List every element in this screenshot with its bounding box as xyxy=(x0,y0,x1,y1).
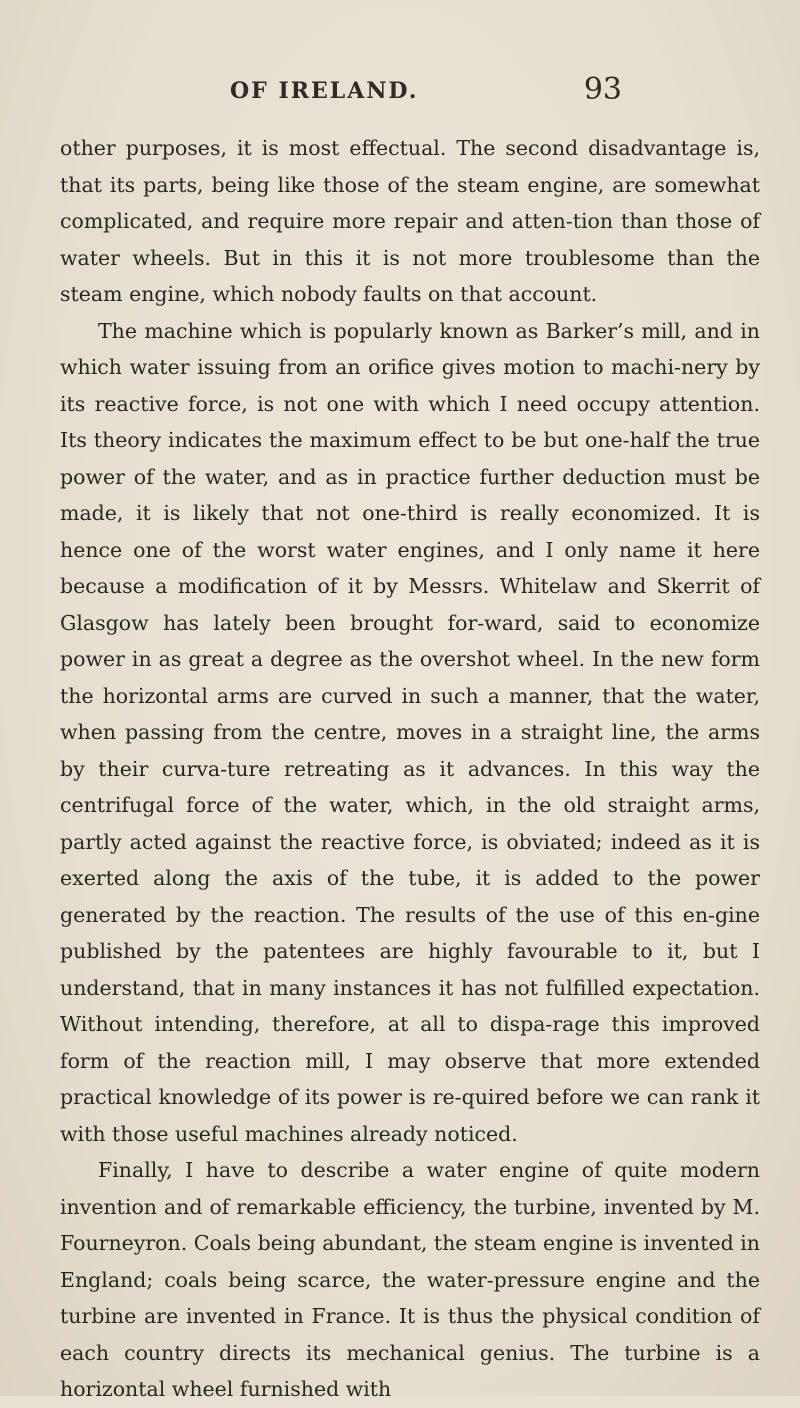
page-header xyxy=(230,72,630,118)
running-head: OF IRELAND. xyxy=(230,78,419,104)
page-number: 93 xyxy=(583,72,622,107)
body-text xyxy=(60,130,760,1408)
paragraph-barkers-mill: The machine which is popularly known as Barker’s mill, and in which water issuing from an orifice gives motion to machi-nery by its reactive force, is not one with which I need occupy attention. Its theory indicates the maximum effect to be but one-half the true power of the water, and as in practice further deduction must be made, it is likely that not one-third is really economized. It is hence one of the worst water engines, and I only name it here because a modification of it by Messrs. Whitelaw and Skerrit of Glasgow has lately been brought for-ward, said to economize power in as great a degree as the overshot wheel. In the new form the horizontal arms are curved in such a manner, that the water, when passing from the centre, moves in a straight line, the arms by their curva-ture retreating as it advances. In this way the centrifugal force of the water, which, in the old straight arms, partly acted against the reactive force, is obviated; indeed as it is exerted along the axis of the tube, it is added to the power generated by the reaction. The results of the use of this en-gine published by the patentees are highly favourable to it, but I understand, that in many instances it has not fulfilled expectation. Without intending, therefore, at all to dispa-rage this improved form of the reaction mill, I may observe that more extended practical knowledge of its power is re-quired before we can rank it with those useful machines already noticed. xyxy=(60,318,760,1146)
paragraph-turbine: Finally, I have to describe a water engine of quite modern invention and of remarkable efficiency, the turbine, invented by M. Fourneyron. Coals being abundant, the steam engine is invented in England; coals being scarce, the water-pressure engine and the turbine are invented in France. It is thus the physical condition of each country directs its mechanical genius. The turbine is a horizontal wheel furnished with xyxy=(60,1158,760,1401)
paragraph-continuation: other purposes, it is most effectual. The second disadvantage is, that its parts, being like those of the steam engine, are somewhat complicated, and require more repair and atten-tion than those of water wheels. But in this it is not more troublesome than the steam engine, which nobody faults on that account. xyxy=(60,136,760,306)
